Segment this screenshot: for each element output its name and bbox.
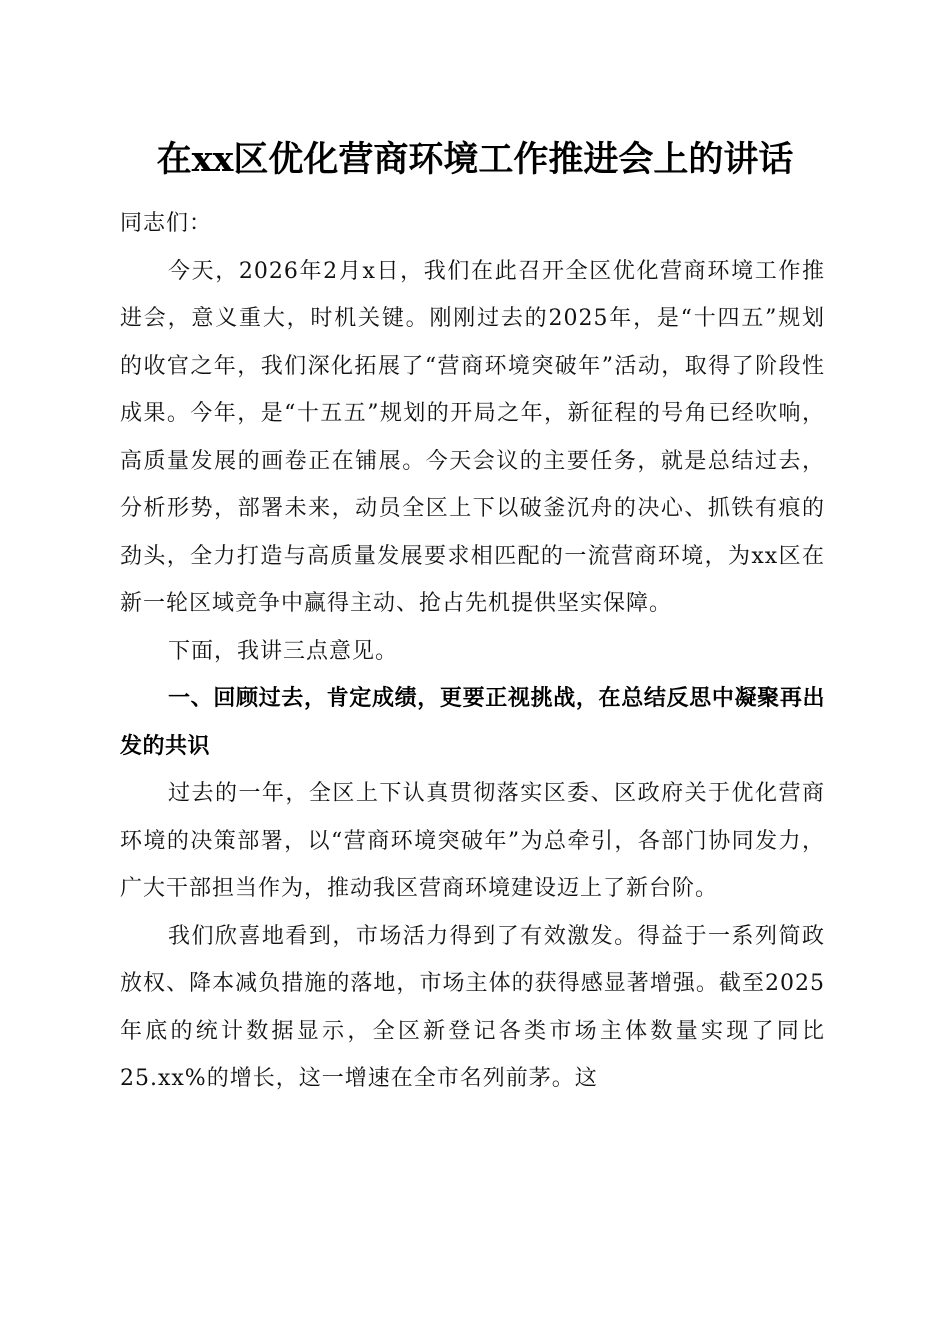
paragraph-opening: 今天，2026年2月x日，我们在此召开全区优化营商环境工作推进会，意义重大，时机关键。刚刚过去的2025年，是“十四五”规划的收官之年，我们深化拓展了“营商环境突破年”活动，取得了阶段性成果。今年，是“十五五”规划的开局之年，新征程的号角已经吹响，高质量发展的画卷正在铺展。今天会议的主要任务，就是总结过去，分析形势，部署未来，动员全区上下以破釜沉舟的决心、抓铁有痕的劲头，全力打造与高质量发展要求相匹配的一流营商环境，为xx区在新一轮区域竞争中赢得主动、抢占先机提供坚实保障。 [120,258,826,616]
salutation: 同志们： [120,211,213,236]
document-title: 在xx区优化营商环境工作推进会上的讲话 [156,139,794,180]
paragraph-market-vitality: 我们欣喜地看到，市场活力得到了有效激发。得益于一系列简政放权、降本减负措施的落地，市场主体的获得感显著增强。截至2025年底的统计数据显示，全区新登记各类市场主体数量实现了同比25.xx%的增长，这一增速在全市名列前茅。这 [120,923,825,1091]
section-heading-1: 一、回顾过去，肯定成绩，更要正视挑战，在总结反思中凝聚再出发的共识 [120,686,825,759]
document-body [120,200,825,1103]
paragraph-review: 过去的一年，全区上下认真贯彻落实区委、区政府关于优化营商环境的决策部署，以“营商环境突破年”为总牵引，各部门协同发力，广大干部担当作为，推动我区营商环境建设迈上了新台阶。 [120,781,825,901]
paragraph-intro-points: 下面，我讲三点意见。 [168,638,399,664]
